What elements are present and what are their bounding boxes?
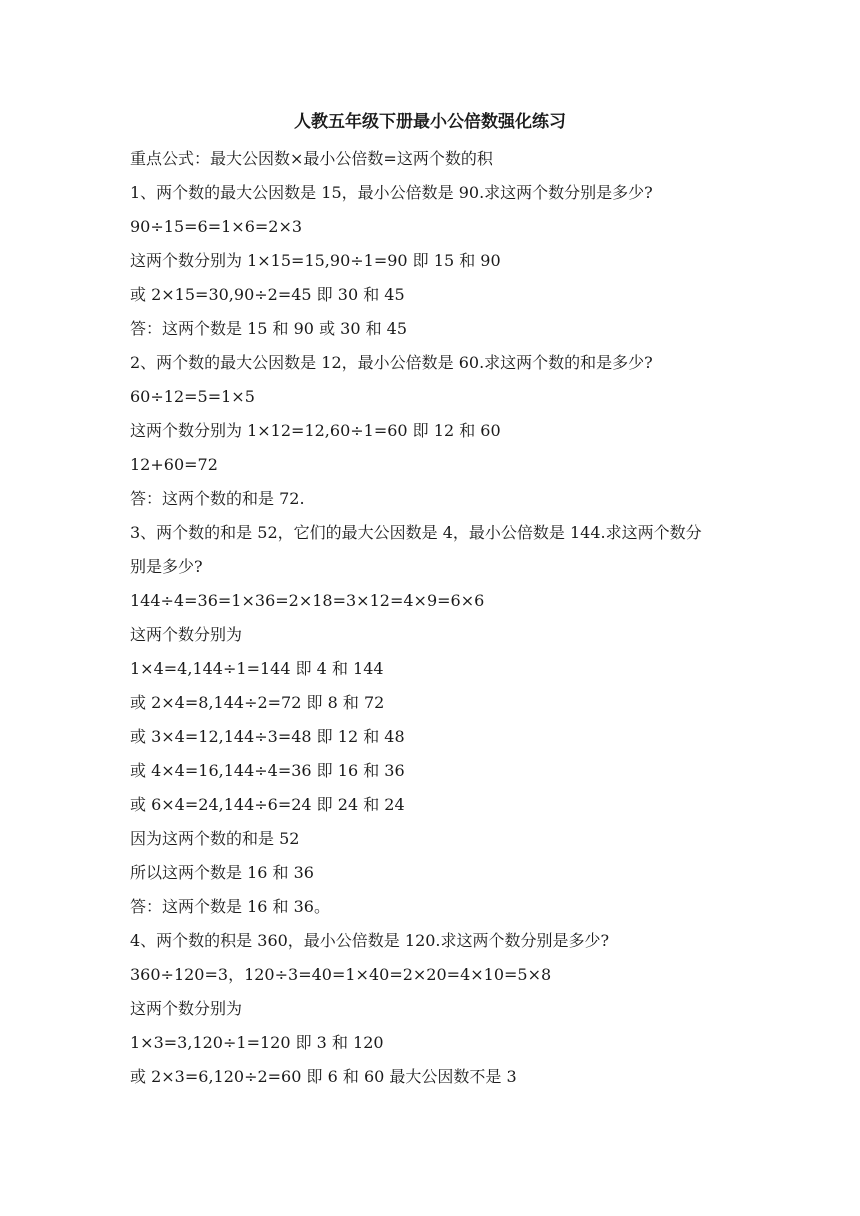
formula-line: 重点公式：最大公因数×最小公倍数=这两个数的积 bbox=[130, 149, 493, 168]
question-1: 1、两个数的最大公因数是 15，最小公倍数是 90.求这两个数分别是多少? bbox=[130, 183, 653, 202]
text-line: 这两个数分别为 1×15=15,90÷1=90 即 15 和 90 bbox=[130, 251, 501, 270]
document-body bbox=[130, 142, 740, 1094]
text-line: 1×3=3,120÷1=120 即 3 和 120 bbox=[130, 1033, 384, 1052]
page-title: 人教五年级下册最小公倍数强化练习 bbox=[294, 112, 566, 132]
text-line: 或 2×15=30,90÷2=45 即 30 和 45 bbox=[130, 285, 405, 304]
text-line: 或 2×3=6,120÷2=60 即 6 和 60 最大公因数不是 3 bbox=[130, 1067, 517, 1086]
text-line: 因为这两个数的和是 52 bbox=[130, 829, 300, 848]
text-line: 或 4×4=16,144÷4=36 即 16 和 36 bbox=[130, 761, 405, 780]
text-line: 这两个数分别为 1×12=12,60÷1=60 即 12 和 60 bbox=[130, 421, 501, 440]
text-line: 所以这两个数是 16 和 36 bbox=[130, 863, 314, 882]
answer-2: 答：这两个数的和是 72. bbox=[130, 489, 305, 508]
text-line: 1×4=4,144÷1=144 即 4 和 144 bbox=[130, 659, 384, 678]
text-line: 或 6×4=24,144÷6=24 即 24 和 24 bbox=[130, 795, 405, 814]
text-line: 或 2×4=8,144÷2=72 即 8 和 72 bbox=[130, 693, 385, 712]
text-line: 90÷15=6=1×6=2×3 bbox=[130, 217, 303, 236]
answer-1: 答：这两个数是 15 和 90 或 30 和 45 bbox=[130, 319, 408, 338]
text-line: 12+60=72 bbox=[130, 455, 218, 474]
answer-3: 答：这两个数是 16 和 36。 bbox=[130, 897, 330, 916]
question-3-continued: 别是多少? bbox=[130, 557, 203, 576]
text-line: 144÷4=36=1×36=2×18=3×12=4×9=6×6 bbox=[130, 591, 485, 610]
question-3: 3、两个数的和是 52，它们的最大公因数是 4，最小公倍数是 144.求这两个数分 bbox=[130, 523, 702, 542]
text-line: 或 3×4=12,144÷3=48 即 12 和 48 bbox=[130, 727, 405, 746]
question-4: 4、两个数的积是 360，最小公倍数是 120.求这两个数分别是多少? bbox=[130, 931, 610, 950]
text-line: 这两个数分别为 bbox=[130, 999, 243, 1018]
text-line: 60÷12=5=1×5 bbox=[130, 387, 255, 406]
text-line: 这两个数分别为 bbox=[130, 625, 243, 644]
text-line: 360÷120=3，120÷3=40=1×40=2×20=4×10=5×8 bbox=[130, 965, 552, 984]
question-2: 2、两个数的最大公因数是 12，最小公倍数是 60.求这两个数的和是多少? bbox=[130, 353, 653, 372]
